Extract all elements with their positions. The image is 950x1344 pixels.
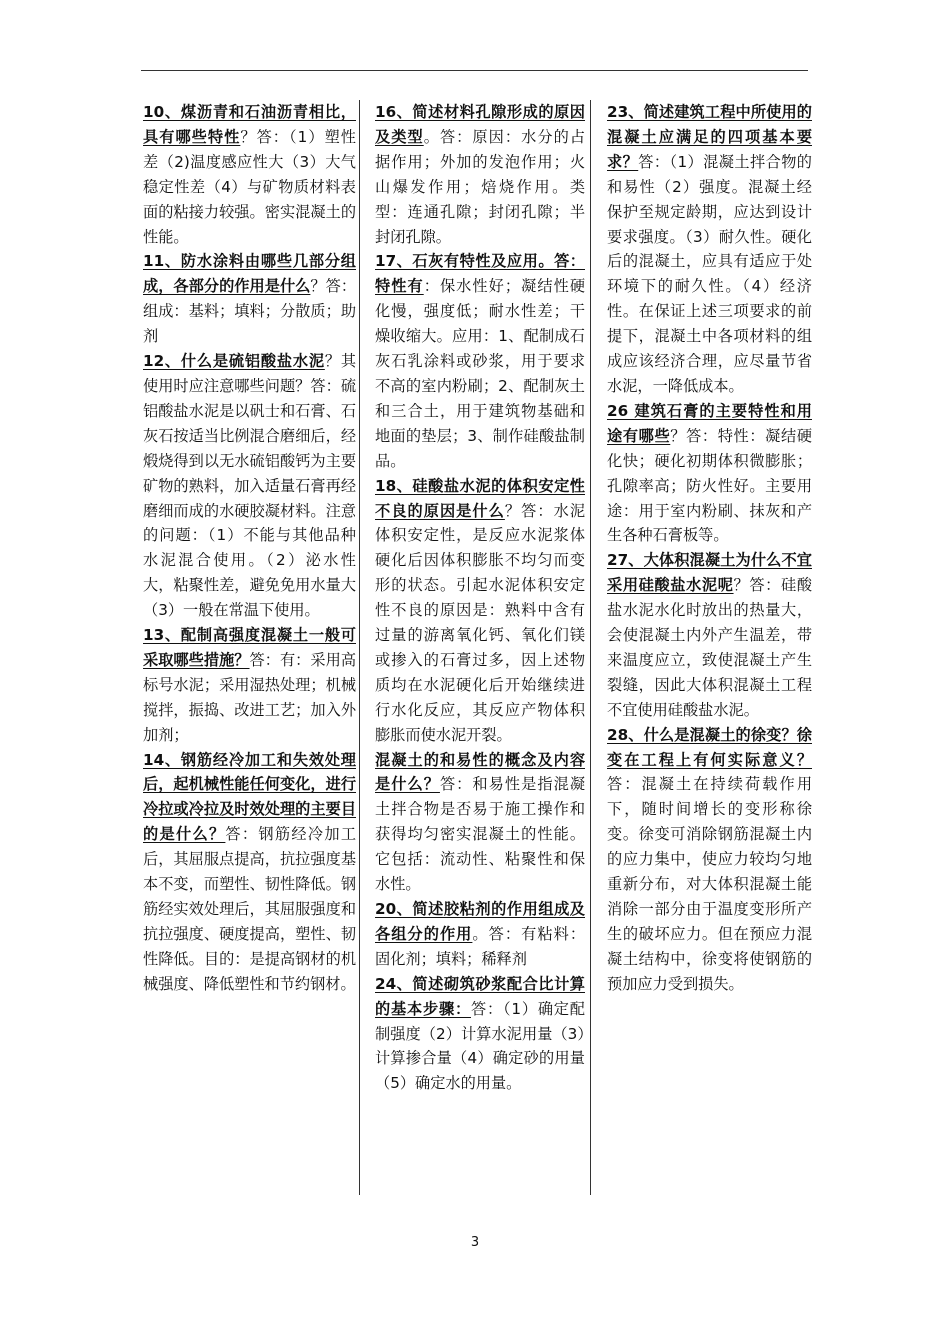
question-26: 26 建筑石膏的主要特性和用途有哪些 [607, 401, 812, 445]
answer-28: 答：混凝土在持续荷载作用下，随时间增长的变形称徐变。徐变可消除钢筋混凝土内的应力集中，使应力较均匀地重新分布，对大体积混凝土能消除一部分由于温度变形所产生的破坏应力。但在预应力混凝土结构中，徐变将使钢筋的预加应力受到损失。 [607, 775, 812, 993]
question-11: 11、防水涂料由哪些几部分组成，各部分的作用是什么 [143, 252, 356, 296]
qa-item-27 [607, 548, 812, 722]
qa-item-18 [375, 474, 585, 748]
question-17: 17、石灰有特性及应用。答：特性有 [375, 252, 585, 296]
qa-item-12 [143, 349, 356, 623]
qa-item-17 [375, 249, 585, 473]
qa-item-28 [607, 723, 812, 997]
header-rule [141, 70, 808, 71]
qa-item-24 [375, 972, 585, 1097]
question-18: 18、硅酸盐水泥的体积安定性不良的原因是什么 [375, 476, 585, 520]
question-27: 27、大体积混凝土为什么不宜采用硅酸盐水泥呢 [607, 551, 812, 595]
question-12: 12、什么是硫铝酸盐水泥 [143, 352, 325, 371]
qa-item-16 [375, 100, 585, 249]
qa-item-10 [143, 100, 356, 249]
answer-workability: 答：和易性是指混凝土拌合物是否易于施工操作和获得均匀密实混凝土的性能。它包括：流动性、粘聚性和保水性。 [375, 775, 585, 894]
answer-13: 答：有：采用高标号水泥；采用湿热处理；机械搅拌，振捣、改进工艺；加入外加剂； [143, 650, 357, 744]
qa-item-20 [375, 897, 585, 972]
answer-11: ？答：组成：基料；填料；分散质；助剂 [143, 277, 357, 346]
column-1 [143, 100, 356, 997]
question-23: 23、简述建筑工程中所使用的混凝土应满足的四项基本要求？ [607, 103, 812, 171]
qa-item-workability [375, 748, 585, 897]
qa-item-14 [143, 748, 356, 997]
answer-18: ？答：水泥体积安定性，是反应水泥浆体硬化后因体积膨胀不均匀而变形的状态。引起水泥体积安定性不良的原因是：熟料中含有过量的游离氧化钙、氧化们镁或掺入的石膏过多，因上述物质均在水泥硬化后开始继续进行水化反应，其反应产物体积膨胀而使水泥开裂。 [375, 501, 585, 744]
question-20: 20、简述胶粘剂的作用组成及各组分的作用 [375, 900, 585, 943]
answer-12: ？其使用时应注意哪些问题？答：硫铝酸盐水泥是以矾士和石膏、石灰石按适当比例混合磨细后，经煅烧得到以无水硫铝酸钙为主要矿物的熟料，加入适量石膏再经磨细而成的水硬胶凝材料。注意的问题：（1）不能与其他品种水泥混合使用。（2）泌水性大，粘聚性差，避免免用水量大（3）一般在常温下使用。 [143, 352, 357, 620]
question-16: 16、简述材料孔隙形成的原因及类型 [375, 103, 585, 146]
answer-17: ：保水性好；凝结性硬化慢，强度低；耐水性差；干燥收缩大。应用：1、配制成石灰石乳涂料或砂浆，用于要求不高的室内粉刷；2、配制灰土和三合土，用于建筑物基础和地面的垫层；3、制作硅酸盐制品。 [375, 277, 585, 470]
answer-24: 答：（1）确定配制强度（2）计算水泥用量（3）计算掺合量（4）确定砂的用量（5）确定水的用量。 [375, 999, 585, 1093]
question-13: 13、配制高强度混凝土一般可采取哪些措施？ [143, 626, 356, 669]
answer-23: 答：（1）混凝土拌合物的和易性（2）强度。混凝土经保护至规定龄期，应达到设计要求强度。（3）耐久性。硬化后的混凝土，应具有适应于处环境下的耐久性。（4）经济性。在保证上述三项要求的前提下，混凝土中各项材料的组成应该经济合理，应尽量节省水泥，一降低成本。 [607, 152, 812, 395]
question-14: 14、钢筋经冷加工和失效处理后，起机械性能任何变化，进行冷拉或冷拉及时效处理的主要目的是什么？ [143, 750, 356, 844]
page-number: 3 [470, 1235, 480, 1250]
qa-item-23 [607, 100, 812, 399]
qa-item-11 [143, 249, 356, 349]
answer-20: 。答：有粘料：固化剂；填料；稀释剂 [375, 924, 585, 968]
column-divider-1 [359, 100, 360, 1195]
answer-14: 答：钢筋经冷加工后，其屈服点提高，抗拉强度基本不变，而塑性、韧性降低。钢筋经实效处理后，其屈服强度和抗拉强度、硬度提高，塑性、韧性降低。目的：是提高钢材的机械强度、降低塑性和节约钢材。 [143, 825, 356, 993]
answer-27: ？答：硅酸盐水泥水化时放出的热量大，会使混凝土内外产生温差，带来温度应立，致使混凝土产生裂缝，因此大体积混凝土工程不宜使用硅酸盐水泥。 [607, 576, 813, 719]
qa-item-26 [607, 399, 812, 548]
qa-item-13 [143, 623, 356, 748]
answer-10: ？答：（1）塑性差（2)温度感应性大（3）大气稳定性差（4）与矿物质材料表面的粘接力较强。密实混凝土的性能。 [143, 127, 356, 246]
question-workability: 混凝土的和易性的概念及内容是什么？ [375, 750, 585, 794]
column-3 [607, 100, 812, 997]
column-divider-2 [590, 100, 591, 1195]
question-10: 10、煤沥青和石油沥青相比，具有哪些特性 [143, 103, 356, 146]
answer-26: ？答：特性：凝结硬化快；硬化初期体积微膨胀；孔隙率高；防火性好。主要用途：用于室内粉刷、抹灰和产生各种石膏板等。 [607, 426, 813, 545]
column-2 [375, 100, 585, 1096]
question-28: 28、什么是混凝土的徐变？徐变在工程上有何实际意义？ [607, 725, 812, 769]
question-24: 24、简述砌筑砂浆配合比计算的基本步骤： [375, 974, 585, 1018]
answer-16: 。答：原因：水分的占据作用；外加的发泡作用；火山爆发作用；焙烧作用。类型：连通孔隙；封闭孔隙；半封闭孔隙。 [375, 127, 585, 246]
